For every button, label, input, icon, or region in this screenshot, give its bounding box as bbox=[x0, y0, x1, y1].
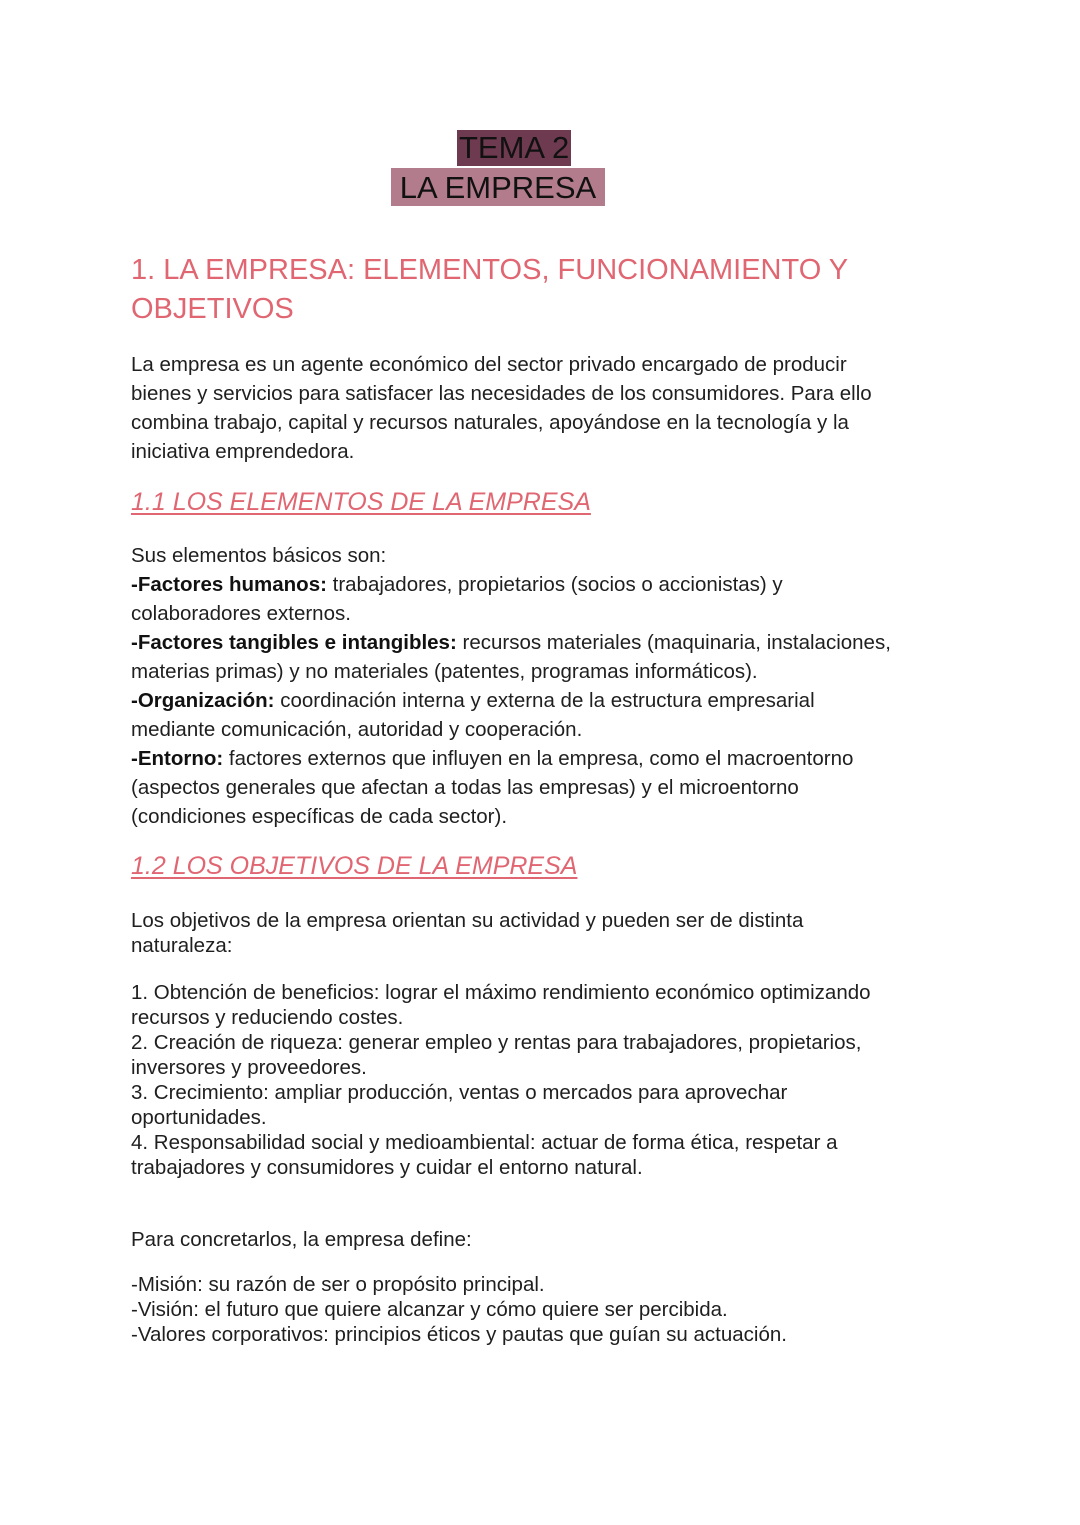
element-text-continued: (condiciones específicas de cada sector). bbox=[131, 805, 508, 828]
element-label: -Organización: bbox=[131, 689, 275, 712]
element-text: recursos materiales (maquinaria, instalaciones, bbox=[456, 631, 891, 654]
objectives-intro bbox=[131, 908, 961, 958]
definitions-list bbox=[131, 1272, 961, 1347]
objectives-list bbox=[131, 980, 961, 1180]
define-lead: Para concretarlos, la empresa define: bbox=[131, 1228, 472, 1251]
objective-item: 1. Obtención de beneficios: lograr el máximo rendimiento económico optimizando bbox=[131, 981, 871, 1004]
objective-item: 4. Responsabilidad social y medioambiental: actuar de forma ética, respetar a bbox=[131, 1131, 838, 1154]
section-1-heading bbox=[131, 251, 951, 329]
element-text-continued: mediante comunicación, autoridad y cooperación. bbox=[131, 718, 583, 741]
element-item-tangibles bbox=[131, 628, 961, 657]
intro-line: La empresa es un agente económico del sector privado encargado de producir bbox=[131, 353, 847, 376]
definition-valores: -Valores corporativos: principios éticos y pautas que guían su actuación. bbox=[131, 1323, 787, 1346]
element-text-continued: materias primas) y no materiales (patentes, programas informáticos). bbox=[131, 660, 758, 683]
objective-item: 3. Crecimiento: ampliar producción, ventas o mercados para aprovechar bbox=[131, 1081, 788, 1104]
elements-list bbox=[131, 541, 961, 831]
element-label: -Factores tangibles e intangibles: bbox=[131, 631, 457, 654]
element-text-continued: (aspectos generales que afectan a todas las empresas) y el microentorno bbox=[131, 776, 799, 799]
intro-line: combina trabajo, capital y recursos naturales, apoyándose en la tecnología y la bbox=[131, 411, 849, 434]
definition-vision: -Visión: el futuro que quiere alcanzar y cómo quiere ser percibida. bbox=[131, 1298, 728, 1321]
section-1-heading-line-1: 1. LA EMPRESA: ELEMENTOS, FUNCIONAMIENTO Y bbox=[131, 254, 849, 286]
objectives-intro-line: naturaleza: bbox=[131, 934, 233, 957]
section-1-1-heading: 1.1 LOS ELEMENTOS DE LA EMPRESA bbox=[131, 488, 591, 516]
objectives-intro-line: Los objetivos de la empresa orientan su actividad y pueden ser de distinta bbox=[131, 909, 804, 932]
element-text: coordinación interna y externa de la estructura empresarial bbox=[274, 689, 815, 712]
element-item-entorno bbox=[131, 744, 961, 773]
objective-item-continued: inversores y proveedores. bbox=[131, 1056, 367, 1079]
element-text: factores externos que influyen en la empresa, como el macroentorno bbox=[223, 747, 854, 770]
objective-item-continued: oportunidades. bbox=[131, 1106, 267, 1129]
element-item-organizacion bbox=[131, 686, 961, 715]
objective-item-continued: trabajadores y consumidores y cuidar el entorno natural. bbox=[131, 1156, 643, 1179]
section-1-intro bbox=[131, 350, 961, 466]
intro-line: iniciativa emprendedora. bbox=[131, 440, 355, 463]
element-label: -Entorno: bbox=[131, 747, 224, 770]
tema-title: TEMA 2 bbox=[459, 130, 570, 165]
document-subtitle: LA EMPRESA bbox=[391, 168, 605, 206]
objective-item-continued: recursos y reduciendo costes. bbox=[131, 1006, 404, 1029]
element-text: trabajadores, propietarios (socios o accionistas) y bbox=[326, 573, 783, 596]
element-label: -Factores humanos: bbox=[131, 573, 327, 596]
element-item-humanos bbox=[131, 570, 961, 599]
elements-lead: Sus elementos básicos son: bbox=[131, 544, 387, 567]
element-text-continued: colaboradores externos. bbox=[131, 602, 351, 625]
section-1-2-heading: 1.2 LOS OBJETIVOS DE LA EMPRESA bbox=[131, 852, 578, 880]
objective-item: 2. Creación de riqueza: generar empleo y rentas para trabajadores, propietarios, bbox=[131, 1031, 862, 1054]
intro-line: bienes y servicios para satisfacer las necesidades de los consumidores. Para ello bbox=[131, 382, 872, 405]
section-1-heading-line-2: OBJETIVOS bbox=[131, 293, 294, 325]
definition-mision: -Misión: su razón de ser o propósito principal. bbox=[131, 1273, 545, 1296]
